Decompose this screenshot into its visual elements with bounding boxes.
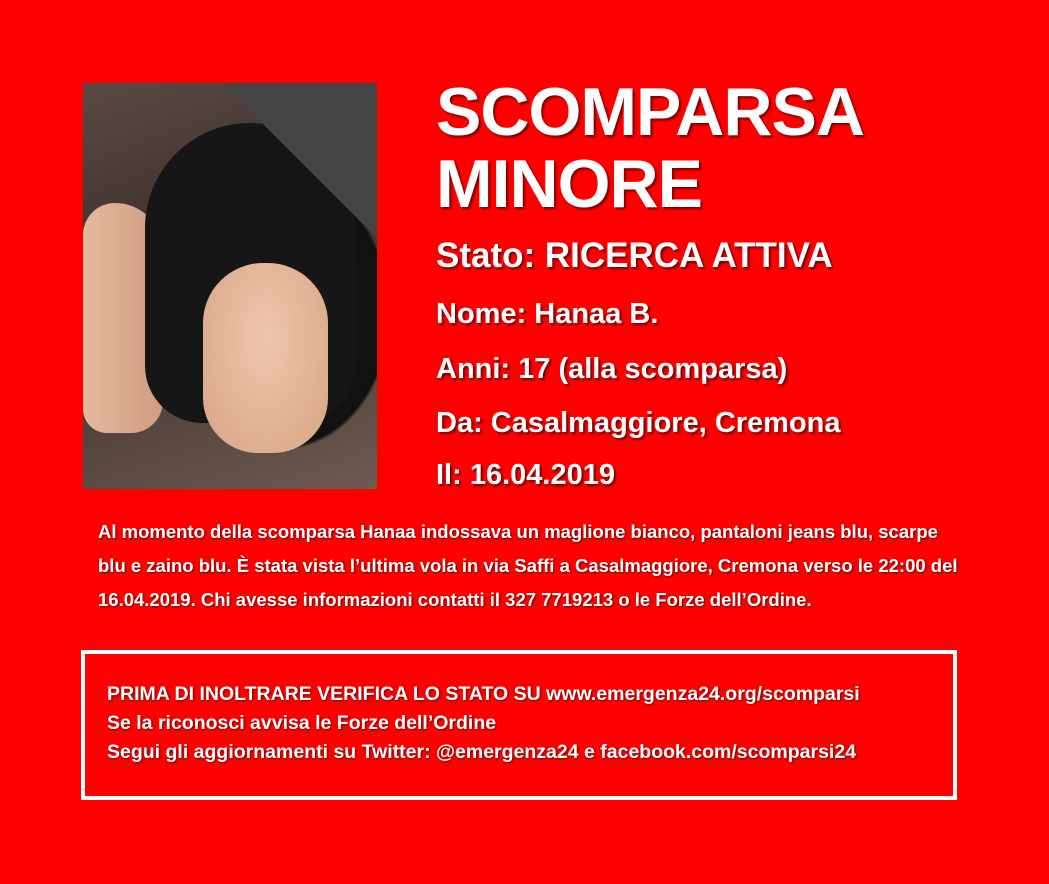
location-field: Da: Casalmaggiore, Cremona <box>436 407 841 439</box>
title-line-2: MINORE <box>436 146 702 222</box>
photo-face <box>203 263 328 453</box>
notice-social-line: Segui gli aggiornamenti su Twitter: @emergenza24 e facebook.com/scomparsi24 <box>107 741 857 763</box>
description-text: Al momento della scomparsa Hanaa indossava un maglione bianco, pantaloni jeans blu, scarpe blu e zaino blu. È stata vista l’ultima vola in via Saffi a Casalmaggiore, Cremona verso le 22:00 del 16.04.2019. Chi avesse informazioni contatti il 327 7719213 o le Forze dell’Ordine. <box>98 521 958 610</box>
date-field: Il: 16.04.2019 <box>436 459 615 491</box>
title-line-1: SCOMPARSA <box>436 74 864 150</box>
notice-box <box>81 650 957 800</box>
name-field: Nome: Hanaa B. <box>436 298 659 330</box>
notice-contact-line: Se la riconosci avvisa le Forze dell’Ordine <box>107 712 497 734</box>
missing-person-photo <box>83 83 377 489</box>
mourning-ribbon-corner <box>222 83 377 238</box>
age-field: Anni: 17 (alla scomparsa) <box>436 353 788 385</box>
page-title <box>436 76 864 220</box>
notice-verify-line: PRIMA DI INOLTRARE VERIFICA LO STATO SU www.emergenza24.org/scomparsi <box>107 683 860 705</box>
search-status: Stato: RICERCA ATTIVA <box>436 236 833 275</box>
